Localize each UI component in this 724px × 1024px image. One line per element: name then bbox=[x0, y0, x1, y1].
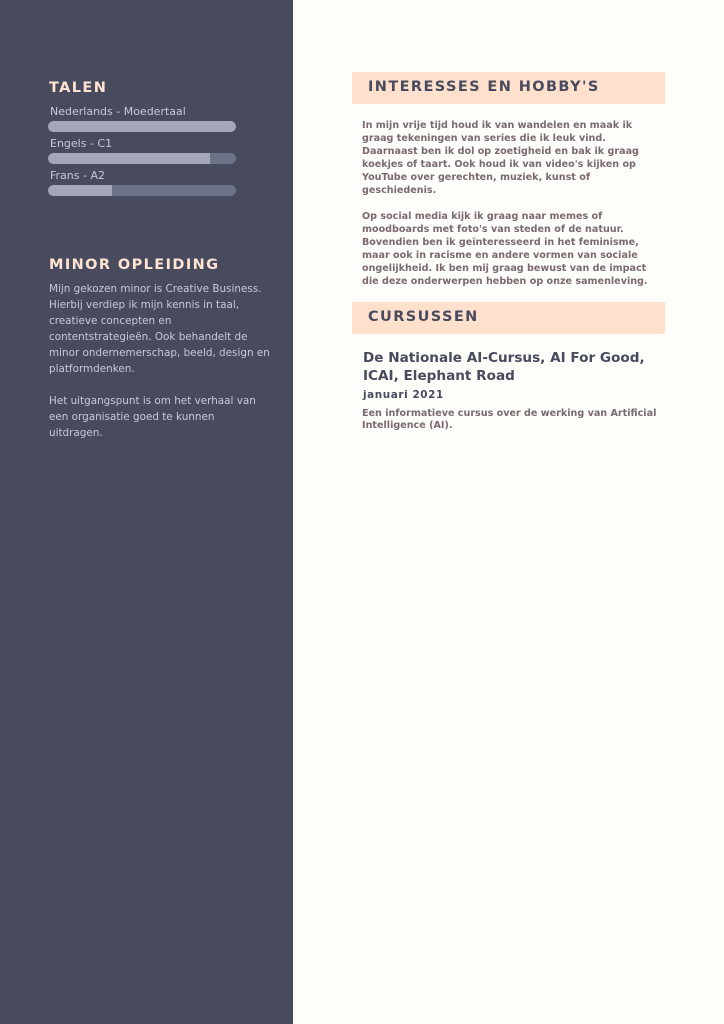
language-label: Engels - C1 bbox=[50, 137, 113, 150]
language-label: Nederlands - Moedertaal bbox=[50, 105, 186, 118]
minor-paragraph: Mijn gekozen minor is Creative Business. Hierbij verdiep ik mijn kennis in taal, creatieve concepten en contentstrategieën. Ook behandelt de minor ondernemerschap, beeld, design en platformdenken. bbox=[49, 283, 270, 375]
minor-paragraph: Het uitgangspunt is om het verhaal van een organisatie goed te kunnen uitdragen. bbox=[49, 395, 256, 439]
interests-text bbox=[362, 119, 662, 288]
courses-heading: CURSUSSEN bbox=[368, 309, 479, 325]
interests-paragraph: In mijn vrije tijd houd ik van wandelen en maak ik graag tekeningen van series die ik leuk vind. Daarnaast ben ik dol op zoetigheid en bak ik graag koekjes of taart. Ook houd ik van video's kijken op YouTube over gerechten, muziek, kunst of geschiedenis. bbox=[362, 120, 639, 196]
language-list bbox=[48, 104, 236, 200]
language-level-fill bbox=[48, 153, 210, 164]
language-level-bar bbox=[48, 121, 236, 132]
course-description: Een informatieve cursus over de werking van Artificial Intelligence (AI). bbox=[362, 408, 657, 431]
language-item bbox=[48, 168, 236, 200]
language-label: Frans - A2 bbox=[50, 169, 105, 182]
minor-heading: MINOR OPLEIDING bbox=[49, 257, 220, 273]
language-item bbox=[48, 136, 236, 168]
interests-heading: INTERESSES EN HOBBY'S bbox=[368, 79, 600, 95]
language-level-fill bbox=[48, 185, 112, 196]
languages-heading: TALEN bbox=[49, 80, 108, 96]
sidebar bbox=[0, 0, 293, 1024]
interests-heading-bar bbox=[352, 72, 665, 104]
courses-heading-bar bbox=[352, 302, 665, 334]
course-date: januari 2021 bbox=[363, 389, 444, 401]
interests-paragraph: Op social media kijk ik graag naar memes of moodboards met foto's van steden of de natuur. Bovendien ben ik geïnteresseerd in het feminisme, maar ook in racisme en andere vormen van sociale ongelijkheid. Ik ben mij graag bewust van de impact die deze onderwerpen hebben op onze samenleving. bbox=[362, 211, 648, 287]
language-level-bar bbox=[48, 185, 236, 196]
course-title: De Nationale AI-Cursus, AI For Good, ICAI, Elephant Road bbox=[363, 350, 645, 384]
language-item bbox=[48, 104, 236, 136]
language-level-fill bbox=[48, 121, 236, 132]
language-level-bar bbox=[48, 153, 236, 164]
minor-description bbox=[49, 281, 271, 441]
